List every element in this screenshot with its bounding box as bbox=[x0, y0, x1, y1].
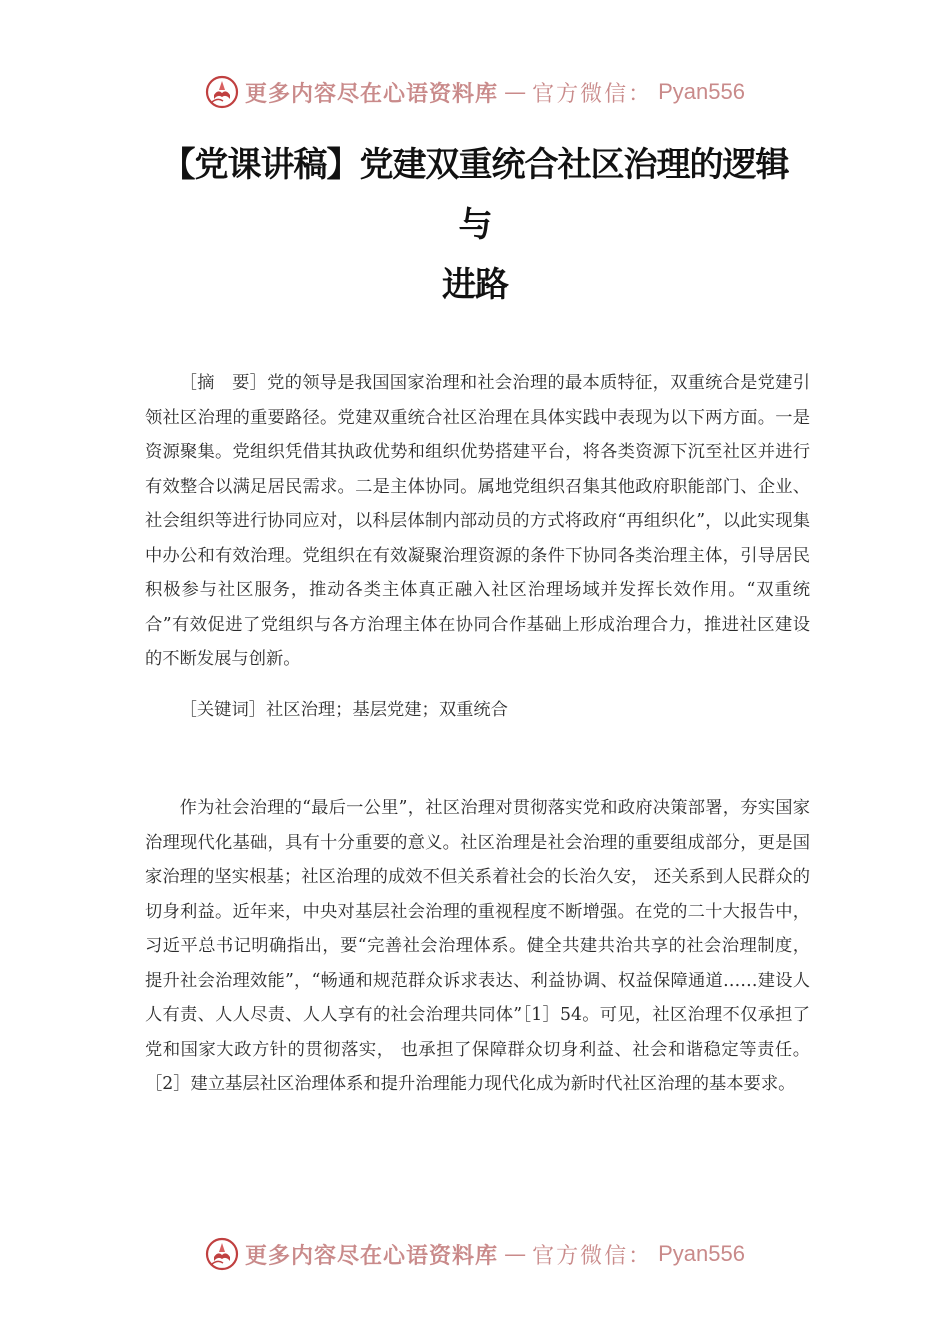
title-line-1: 【党课讲稿】党建双重统合社区治理的逻辑 bbox=[161, 145, 789, 185]
keywords-section bbox=[145, 693, 810, 728]
body-section bbox=[145, 791, 810, 1102]
abstract-section bbox=[145, 366, 810, 677]
watermark-label: 官方微信： bbox=[532, 81, 653, 107]
watermark-separator: — bbox=[504, 79, 527, 105]
book-logo-icon bbox=[205, 1237, 239, 1271]
abstract-paragraph: ［摘 要］党的领导是我国国家治理和社会治理的最本质特征，双重统合是党建引领社区治理的重要路径。党建双重统合社区治理在具体实践中表现为以下两方面。一是资源聚集。党组织凭借其执政优势和组织优势搭建平台，将各类资源下沉至社区并进行有效整合以满足居民需求。二是主体协同。属地党组织召集其他政府职能部门、企业、社会组织等进行协同应对，以科层体制内部动员的方式将政府“再组织化”，以此实现集中办公和有效治理。党组织在有效凝聚治理资源的条件下协同各类治理主体，引导居民积极参与社区服务，推动各类主体真正融入社区治理场域并发挥长效作用。“双重统合”有效促进了党组织与各方治理主体在协同合作基础上形成治理合力，推进社区建设的不断发展与创新。 bbox=[145, 373, 810, 669]
watermark-id: Pyan556 bbox=[658, 79, 745, 104]
watermark-top bbox=[0, 72, 950, 112]
body-paragraph-1: 作为社会治理的“最后一公里”，社区治理对贯彻落实党和政府决策部署，夯实国家治理现代化基础，具有十分重要的意义。社区治理是社会治理的重要组成部分，更是国家治理的坚实根基；社区治理的成效不但关系着社会的长治久安， 还关系到人民群众的切身利益。近年来，中央对基层社会治理的重视程度不断增强。在党的二十大报告中，习近平总书记明确指出，要“完善社会治理体系。健全共建共治共享的社会治理制度，提升社会治理效能”，“畅通和规范群众诉求表达、利益协调、权益保障通道……建设人人有责、人人尽责、人人享有的社会治理共同体”［1］54。可见，社区治理不仅承担了党和国家大政方针的贯彻落实， 也承担了保障群众切身利益、社会和谐稳定等责任。［2］建立基层社区治理体系和提升治理能力现代化成为新时代社区治理的基本要求。 bbox=[145, 798, 810, 1094]
watermark-text: 更多内容尽在心语资料库 bbox=[245, 1242, 499, 1269]
watermark-text: 更多内容尽在心语资料库 bbox=[245, 80, 499, 107]
watermark-id: Pyan556 bbox=[658, 1241, 745, 1266]
watermark-separator: — bbox=[504, 1241, 527, 1267]
title-line-3: 进路 bbox=[442, 265, 508, 305]
keywords-paragraph: ［关键词］社区治理；基层党建；双重统合 bbox=[179, 700, 508, 720]
title-line-2: 与 bbox=[458, 205, 492, 245]
book-logo-icon bbox=[205, 75, 239, 109]
page-title bbox=[0, 135, 950, 315]
watermark-bottom bbox=[0, 1234, 950, 1274]
watermark-label: 官方微信： bbox=[532, 1243, 653, 1269]
